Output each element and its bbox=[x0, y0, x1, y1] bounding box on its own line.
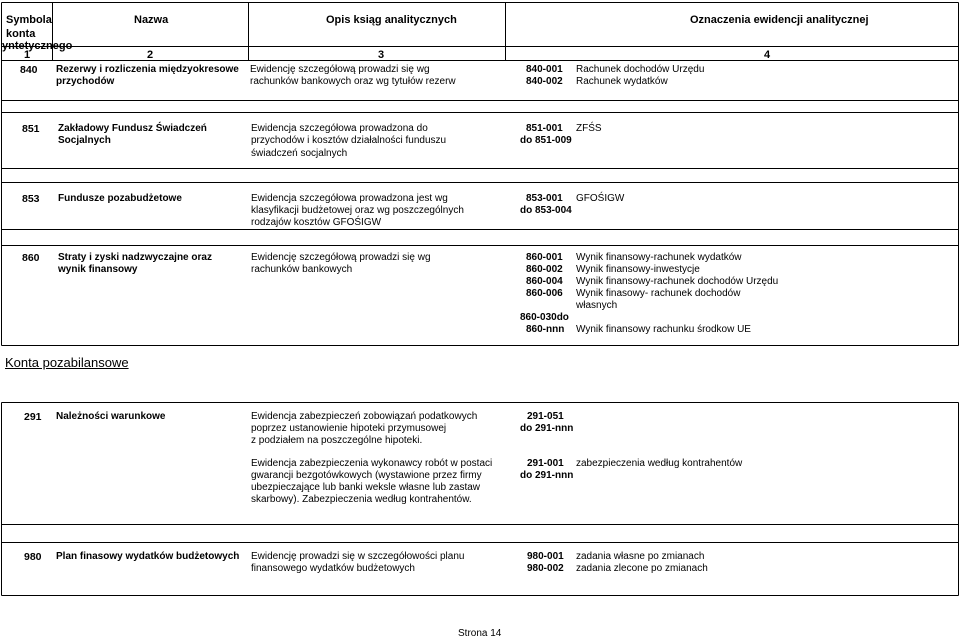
colnum-4: 4 bbox=[764, 49, 771, 61]
colnum-3: 3 bbox=[378, 49, 385, 61]
row-860-code: 860-002 bbox=[526, 264, 563, 275]
header-col1c: yntetycznego bbox=[2, 40, 73, 52]
row-980-name: Plan finasowy wydatków budżetowych bbox=[56, 551, 240, 562]
row-851-name: Zakładowy Fundusz Świadczeń bbox=[58, 123, 207, 134]
row-853-symbol: 853 bbox=[22, 193, 40, 205]
row-291-code2: 291-001 bbox=[527, 458, 564, 469]
row-860-symbol: 860 bbox=[22, 252, 40, 264]
row-291-code: do 291-nnn bbox=[520, 423, 574, 434]
row-860-code-label: Wynik finansowy rachunku środkow UE bbox=[576, 324, 751, 335]
row-291-desc: Ewidencja zabezpieczeń zobowiązań podatkowych bbox=[251, 411, 478, 422]
row-853-code: do 853-004 bbox=[520, 205, 572, 216]
header-col1b: konta bbox=[6, 28, 36, 40]
row-840-code-label: Rachunek dochodów Urzędu bbox=[576, 64, 705, 75]
row-851-desc: Ewidencja szczegółowa prowadzona do bbox=[251, 123, 428, 134]
row-980-code: 980-001 bbox=[527, 551, 564, 562]
row-291-desc2: ubezpieczające lub banki weksle własne lub zastaw bbox=[251, 482, 481, 493]
row-291-code: 291-051 bbox=[527, 411, 564, 422]
row-851-desc: świadczeń socjalnych bbox=[251, 148, 348, 159]
row-840-code: 840-001 bbox=[526, 64, 563, 75]
row-851-symbol: 851 bbox=[22, 123, 40, 135]
row-291-desc2: skarbowy). Zabezpieczenia według kontrahentów. bbox=[251, 494, 472, 505]
row-853-desc: klasyfikacji budżetowej oraz wg poszczególnych bbox=[251, 205, 464, 216]
header-col3: Opis ksiąg analitycznych bbox=[326, 14, 457, 26]
row-851-code: do 851-009 bbox=[520, 135, 572, 146]
row-860-code: 860-nnn bbox=[526, 324, 565, 335]
row-291-name: Należności warunkowe bbox=[56, 411, 166, 422]
row-860-desc: rachunków bankowych bbox=[251, 264, 353, 275]
row-980-desc: Ewidencję prowadzi się w szczegółowości planu bbox=[251, 551, 465, 562]
row-860-desc: Ewidencję szczegółową prowadzi się wg bbox=[251, 252, 431, 263]
row-291-symbol: 291 bbox=[24, 411, 42, 423]
row-851-code-label: ZFŚS bbox=[576, 123, 602, 134]
row-853-name: Fundusze pozabudżetowe bbox=[58, 193, 182, 204]
row-851-name: Socjalnych bbox=[58, 135, 111, 146]
row-291-desc2: Ewidencja zabezpieczenia wykonawcy robót w postaci bbox=[251, 458, 493, 469]
row-291-desc2: gwarancji bezgotówkowych (wystawione przez firmy bbox=[251, 470, 482, 481]
row-853-code-label: GFOŚIGW bbox=[576, 193, 625, 204]
row-860-name: wynik finansowy bbox=[58, 264, 138, 275]
row-860-code-label: Wynik finansowy-inwestycje bbox=[576, 264, 700, 275]
row-980-code-label: zadania własne po zmianach bbox=[576, 551, 705, 562]
row-853-desc: rodzajów kosztów GFOŚIGW bbox=[251, 217, 382, 228]
row-980-symbol: 980 bbox=[24, 551, 42, 563]
row-840-name: Rezerwy i rozliczenia międzyokresowe bbox=[56, 64, 239, 75]
colnum-1: 1 bbox=[24, 49, 31, 61]
row-853-code: 853-001 bbox=[526, 193, 563, 204]
row-840-name: przychodów bbox=[56, 76, 115, 87]
row-853-desc: Ewidencja szczegółowa prowadzona jest wg bbox=[251, 193, 448, 204]
row-860-code-label: własnych bbox=[576, 300, 618, 311]
row-980-code-label: zadania zlecone po zmianach bbox=[576, 563, 708, 574]
row-291-desc: poprzez ustanowienie hipoteki przymusowej bbox=[251, 423, 447, 434]
row-860-code: 860-001 bbox=[526, 252, 563, 263]
colnum-2: 2 bbox=[147, 49, 154, 61]
row-291-code2: do 291-nnn bbox=[520, 470, 574, 481]
row-860-name: Straty i zyski nadzwyczajne oraz bbox=[58, 252, 212, 263]
row-840-code: 840-002 bbox=[526, 76, 563, 87]
row-860-code-label: Wynik finasowy- rachunek dochodów bbox=[576, 288, 741, 299]
section-title: Konta pozabilansowe bbox=[5, 355, 129, 370]
row-860-code-label: Wynik finansowy-rachunek dochodów Urzędu bbox=[576, 276, 779, 287]
row-851-desc: przychodów i kosztów działalności funduszu bbox=[251, 135, 447, 146]
page-number: Strona 14 bbox=[458, 628, 502, 639]
row-860-code: 860-030do bbox=[520, 312, 569, 323]
header-col4: Oznaczenia ewidencji analitycznej bbox=[690, 14, 869, 26]
row-860-code: 860-004 bbox=[526, 276, 563, 287]
row-840-desc: rachunków bankowych oraz wg tytułów rezerw bbox=[250, 76, 456, 87]
row-851-code: 851-001 bbox=[526, 123, 563, 134]
header-col2: Nazwa bbox=[134, 14, 169, 26]
row-840-desc: Ewidencję szczegółową prowadzi się wg bbox=[250, 64, 430, 75]
row-860-code: 860-006 bbox=[526, 288, 563, 299]
row-291-desc: z podziałem na poszczególne hipoteki. bbox=[251, 435, 423, 446]
row-840-symbol: 840 bbox=[20, 64, 38, 76]
row-840-code-label: Rachunek wydatków bbox=[576, 76, 668, 87]
header-col1: Symbola bbox=[6, 14, 52, 26]
row-980-code: 980-002 bbox=[527, 563, 564, 574]
row-291-code2-label: zabezpieczenia według kontrahentów bbox=[576, 458, 743, 469]
row-980-desc: finansowego wydatków budżetowych bbox=[251, 563, 415, 574]
row-860-code-label: Wynik finansowy-rachunek wydatków bbox=[576, 252, 742, 263]
